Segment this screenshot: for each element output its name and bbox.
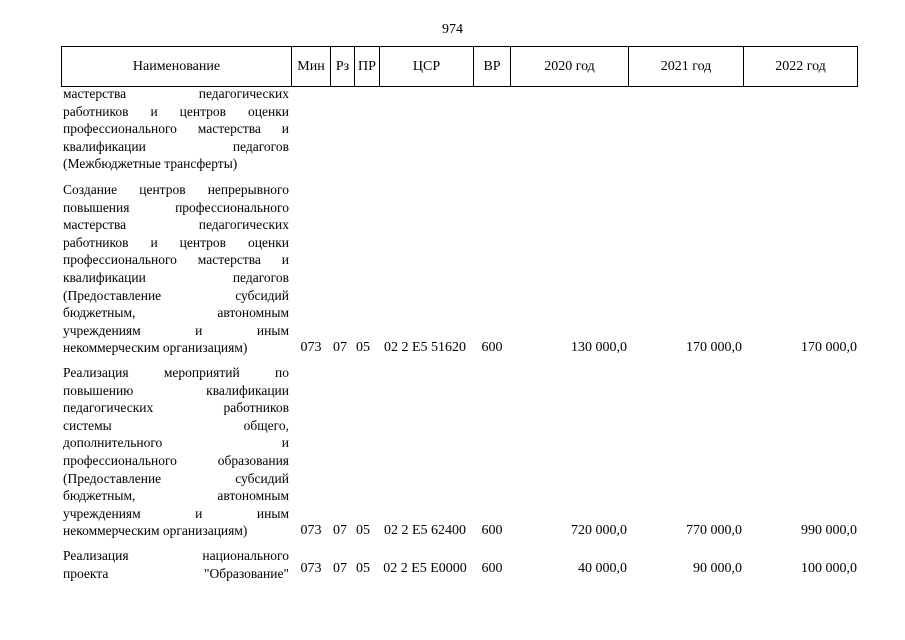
row-name-line: (Предоставление субсидий (63, 287, 289, 303)
row-min: 073 (300, 523, 322, 538)
row-name-line: некоммерческим организациям) (63, 340, 248, 356)
row-name-line: системы общего, (63, 417, 289, 433)
row-2022: 100 000,0 (801, 561, 857, 576)
row-2020: 720 000,0 (571, 523, 627, 538)
row-name-line: работников и центров оценки (63, 234, 289, 250)
header-vr: ВР (473, 47, 510, 86)
row-name-line: Реализация мероприятий по (63, 365, 289, 380)
row-name-line: (Межбюджетные трансферты) (63, 156, 238, 172)
row-name-line: (Предоставление субсидий (63, 470, 289, 486)
row-pr: 05 (356, 523, 370, 538)
row-name-line: педагогических работников (63, 400, 289, 416)
row-name-line: бюджетным, автономным (63, 305, 289, 321)
row-pr: 05 (356, 561, 370, 576)
row-2022: 170 000,0 (801, 340, 857, 355)
row-name-line: работников и центров оценки (63, 103, 289, 119)
header-rz: Рз (330, 47, 354, 86)
header-2021: 2021 год (628, 47, 743, 86)
table-header (61, 46, 858, 87)
row-name-line: мастерства педагогических (63, 86, 289, 101)
row-name-line: повышения профессионального (63, 199, 289, 215)
row-name-line: профессионального образования (63, 452, 289, 468)
row-name-line: квалификации педагогов (63, 138, 289, 154)
row-rz: 07 (333, 523, 347, 538)
row-csr: 02 2 E5 62400 (383, 523, 467, 538)
header-pr: ПР (354, 47, 379, 86)
row-name-line: учреждениям и иным (63, 322, 289, 338)
row-name (63, 547, 289, 582)
row-vr: 600 (481, 340, 503, 355)
row-name-line: мастерства педагогических (63, 217, 289, 233)
row-2021: 90 000,0 (693, 561, 742, 576)
row-name-line: бюджетным, автономным (63, 488, 289, 504)
header-name: Наименование (132, 58, 221, 74)
row-2020: 40 000,0 (578, 561, 627, 576)
row-name-line: проекта "Образование" (63, 565, 289, 581)
row-min: 073 (300, 340, 322, 355)
row-name-line: дополнительного и (63, 435, 289, 451)
row-name-line: квалификации педагогов (63, 269, 289, 285)
row-name-line: профессионального мастерства и (63, 121, 289, 137)
row-2022: 990 000,0 (801, 523, 857, 538)
row-2021: 170 000,0 (686, 340, 742, 355)
row-rz: 07 (333, 340, 347, 355)
row-pr: 05 (356, 340, 370, 355)
row-csr: 02 2 E5 51620 (383, 340, 467, 355)
row-name-line: Создание центров непрерывного (63, 182, 289, 197)
row-name (63, 364, 289, 540)
row-name-line: Реализация национального (63, 548, 289, 563)
row-name-line: повышению квалификации (63, 382, 289, 398)
header-csr: ЦСР (379, 47, 473, 86)
header-2020: 2020 год (510, 47, 628, 86)
row-csr: 02 2 E5 E0000 (383, 561, 467, 576)
row-vr: 600 (481, 561, 503, 576)
row-name-line: учреждениям и иным (63, 505, 289, 521)
row-2020: 130 000,0 (571, 340, 627, 355)
row-name (63, 181, 289, 357)
row-2021: 770 000,0 (686, 523, 742, 538)
row-vr: 600 (481, 523, 503, 538)
row-name (63, 85, 289, 173)
page-number: 974 (442, 22, 463, 37)
row-min: 073 (300, 561, 322, 576)
row-rz: 07 (333, 561, 347, 576)
header-min: Мин (291, 47, 330, 86)
header-2022: 2022 год (743, 47, 857, 86)
row-name-line: профессионального мастерства и (63, 252, 289, 268)
row-name-line: некоммерческим организациям) (63, 523, 248, 539)
